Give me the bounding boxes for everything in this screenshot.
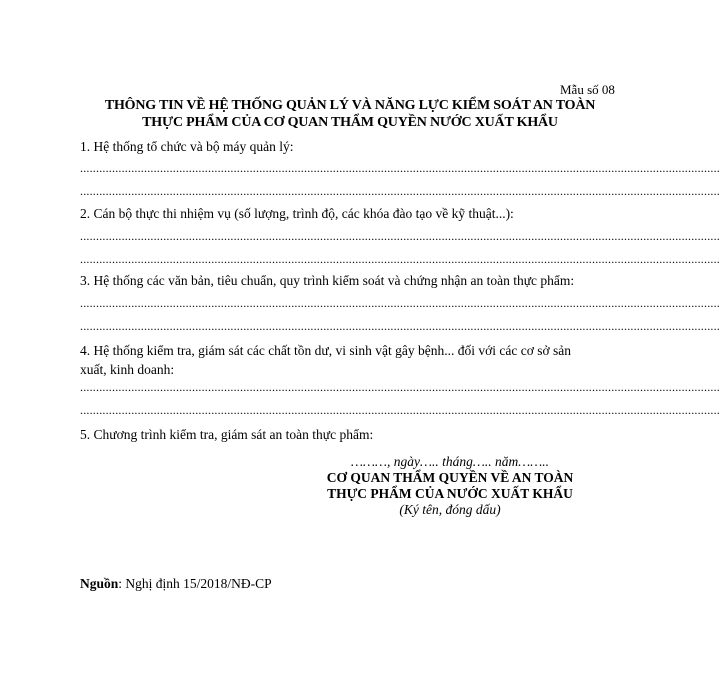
fill-line[interactable]: ........................................................................................................................................................................................................ [80, 380, 720, 394]
signature-org-line1: CƠ QUAN THẨM QUYỀN VỀ AN TOÀN [326, 470, 574, 485]
signature-date-line: ………, ngày….. tháng….. năm…….. [350, 454, 550, 469]
item-1-label: 1. Hệ thống tổ chức và bộ máy quản lý: [80, 139, 294, 154]
signature-org-line2: THỰC PHẨM CỦA NƯỚC XUẤT KHẨU [327, 486, 573, 501]
fill-line[interactable]: ........................................................................................................................................................................................................ [80, 319, 720, 333]
source-note [80, 576, 272, 592]
item-2-label: 2. Cán bộ thực thi nhiệm vụ (số lượng, trình độ, các khóa đào tạo về kỹ thuật...): [80, 206, 514, 221]
document-title-line1: THÔNG TIN VỀ HỆ THỐNG QUẢN LÝ VÀ NĂNG LỰC KIỂM SOÁT AN TOÀN [104, 98, 596, 113]
fill-line[interactable]: ........................................................................................................................................................................................................ [80, 296, 720, 310]
item-5-label: 5. Chương trình kiểm tra, giám sát an toàn thực phẩm: [80, 427, 374, 442]
fill-line[interactable]: ........................................................................................................................................................................................................ [80, 161, 720, 175]
fill-line[interactable]: ........................................................................................................................................................................................................ [80, 252, 720, 266]
item-3-label: 3. Hệ thống các văn bản, tiêu chuẩn, quy trình kiểm soát và chứng nhận an toàn thực phẩm: [80, 273, 575, 288]
signature-note: (Ký tên, đóng dấu) [399, 502, 501, 517]
source-label: Nguồn [80, 576, 119, 591]
fill-line[interactable]: ........................................................................................................................................................................................................ [80, 184, 720, 198]
item-4-label: 4. Hệ thống kiểm tra, giám sát các chất tồn dư, vi sinh vật gây bệnh... đối với các cơ sở sản xuất, kinh doanh: [80, 343, 571, 377]
form-number: Mẫu số 08 [560, 82, 615, 97]
document-title-line2: THỰC PHẨM CỦA CƠ QUAN THẨM QUYỀN NƯỚC XUẤT KHẨU [142, 115, 558, 130]
fill-line[interactable]: ........................................................................................................................................................................................................ [80, 403, 720, 417]
source-text: : Nghị định 15/2018/NĐ-CP [118, 576, 272, 591]
fill-line[interactable]: ........................................................................................................................................................................................................ [80, 229, 720, 243]
